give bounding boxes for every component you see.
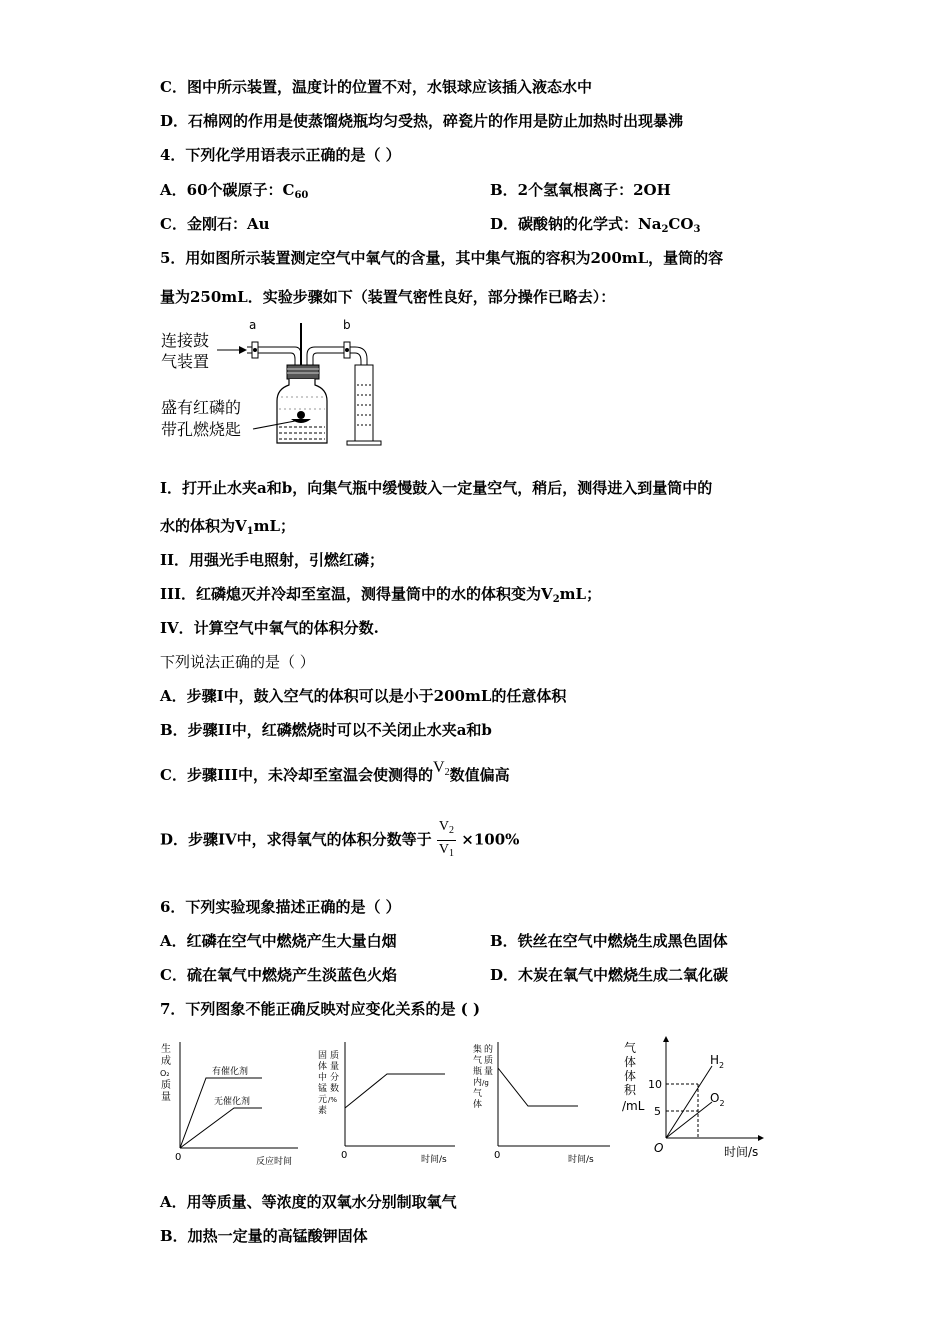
q3-option-d: D．石棉网的作用是使蒸馏烧瓶均匀受热，碎瓷片的作用是防止加热时出现暴沸: [160, 112, 684, 130]
g4-ylabel-char: 积: [624, 1083, 637, 1097]
q5-option-b: B．步骤II中，红磷燃烧时可以不关闭止水夹a和b: [160, 721, 492, 739]
g1-ylabel: [160, 1042, 171, 1103]
g3-ylabel-char: 气: [473, 1056, 483, 1066]
q7-graph-1: [158, 1038, 303, 1168]
q5-ask: 下列说法正确的是（ ）: [160, 653, 315, 671]
q5-apparatus-figure: [155, 315, 395, 450]
g3-ylabel-char: 体: [473, 1100, 483, 1110]
label-connect-2: 气装置: [161, 352, 210, 371]
g4-label-o2: $O_2$: [710, 1091, 725, 1108]
g1-ylabel-char: O₂: [160, 1069, 170, 1078]
g4-line-h2: [666, 1066, 712, 1138]
g3-curve: [498, 1068, 578, 1106]
g3-ylabel-char: /g: [482, 1079, 489, 1087]
g3-ylabel-char: 的: [484, 1045, 494, 1055]
q6-stem: 6．下列实验现象描述正确的是（ ）: [160, 898, 401, 916]
g3-xlabel: 时间/s: [568, 1155, 594, 1165]
label-connect-1: 连接鼓: [161, 331, 210, 350]
g4-xlabel: 时间/s: [724, 1145, 759, 1159]
g3-ylabel-char: 内: [473, 1078, 483, 1088]
g1-ylabel-char: 量: [161, 1092, 171, 1103]
q7-option-a: A．用等质量、等浓度的双氧水分别制取氧气: [160, 1193, 457, 1211]
g2-ylabel: [318, 1049, 339, 1116]
g3-ylabel-char: 集: [473, 1045, 483, 1055]
g4-ylabel: [622, 1040, 645, 1113]
v2-over-v1-fraction: $\frac{V_2}{V_1}$: [438, 819, 455, 859]
g2-ylabel-char: 元: [318, 1095, 328, 1105]
q5-option-a: A．步骤I中，鼓入空气的体积可以是小于200mL的任意体积: [160, 687, 567, 705]
g2-xlabel: 时间/s: [421, 1155, 447, 1165]
q3-option-c: C．图中所示装置，温度计的位置不对，水银球应该插入液态水中: [160, 78, 592, 96]
g2-ylabel-char: 固: [318, 1051, 328, 1061]
g4-ylabel-char: /mL: [622, 1099, 645, 1113]
q6-option-c: C．硫在氧气中燃烧产生淡蓝色火焰: [160, 966, 397, 984]
q5-step1-line2: 水的体积为$V_1mL$；: [160, 517, 296, 537]
g2-ylabel-char: 中: [318, 1073, 328, 1083]
g2-ylabel-char: 锰: [318, 1084, 328, 1094]
g3-ylabel-char: 瓶: [473, 1067, 483, 1077]
q5-stem-line2: 量为250mL．实验步骤如下（装置气密性良好，部分操作已略去）：: [160, 288, 616, 306]
g1-origin: 0: [175, 1152, 182, 1163]
q4-option-d: D．碳酸钠的化学式：$Na_2CO_3$: [490, 215, 701, 235]
g1-ylabel-char: 质: [161, 1080, 171, 1091]
q4-option-b: B．2个氢氧根离子：2OH: [490, 181, 671, 199]
g4-origin: O: [654, 1141, 664, 1155]
g1-label-no-catalyst: 无催化剂: [214, 1097, 251, 1107]
g2-ylabel-char: 数: [330, 1084, 340, 1094]
label-b: b: [343, 318, 351, 332]
g2-curve: [345, 1074, 445, 1108]
g4-tick-5: 5: [654, 1105, 661, 1118]
g3-ylabel-char: 量: [484, 1067, 494, 1077]
q5-step4: IV．计算空气中氧气的体积分数.: [160, 619, 379, 637]
g1-label-catalyst: 有催化剂: [212, 1067, 249, 1077]
q7-graph-2: [315, 1038, 460, 1168]
label-spoon-2: 带孔燃烧匙: [161, 420, 242, 439]
g2-origin: 0: [341, 1150, 348, 1161]
g4-tick-10: 10: [648, 1078, 662, 1091]
q5-step2: II．用强光手电照射，引燃红磷；: [160, 551, 385, 569]
g4-label-h2: $H_2$: [710, 1053, 725, 1070]
q5-step3: III．红磷熄灭并冷却至室温，测得量筒中的水的体积变为$V_2mL$；: [160, 585, 602, 605]
q5-option-d: D．步骤IV中，求得氧气的体积分数等于 $\frac{V_2}{V_1}$ ×100%: [160, 818, 519, 863]
q4-option-c: C．金刚石：Au: [160, 215, 270, 233]
q7-graph-4: [620, 1036, 770, 1166]
q7-stem: 7．下列图象不能正确反映对应变化关系的是 ( ): [160, 1000, 481, 1018]
g2-ylabel-char: 分: [330, 1073, 340, 1083]
g3-ylabel-char: 气: [473, 1089, 483, 1099]
q4-stem: 4．下列化学用语表示正确的是（ ）: [160, 146, 401, 164]
g3-ylabel-char: 质: [484, 1056, 494, 1066]
q7-graph-3: [470, 1038, 615, 1168]
g2-ylabel-char: 量: [330, 1062, 340, 1072]
g4-line-o2: [666, 1102, 712, 1138]
q5-step1-line1: I．打开止水夹a和b，向集气瓶中缓慢鼓入一定量空气，稍后，测得进入到量筒中的: [160, 479, 713, 497]
g1-line-catalyst: [180, 1078, 262, 1148]
g4-ylabel-char: 体: [624, 1069, 637, 1083]
g4-ylabel-char: 体: [624, 1055, 637, 1069]
g2-ylabel-char: /%: [328, 1096, 338, 1104]
q5-option-c: C．步骤III中，未冷却至室温会使测得的$V_2$数值偏高: [160, 759, 510, 784]
g2-ylabel-char: 体: [318, 1062, 328, 1072]
g1-ylabel-char: 生: [161, 1044, 171, 1055]
g2-ylabel-char: 质: [330, 1051, 340, 1061]
label-a: a: [249, 318, 257, 332]
label-spoon-1: 盛有红磷的: [161, 398, 242, 417]
v2-symbol: $V_2$: [433, 759, 450, 778]
q6-option-b: B．铁丝在空气中燃烧生成黑色固体: [490, 932, 728, 950]
g3-ylabel: [473, 1043, 493, 1110]
g4-ylabel-char: 气: [624, 1041, 637, 1055]
g1-xlabel: 反应时间: [256, 1157, 293, 1167]
q7-option-b: B．加热一定量的高锰酸钾固体: [160, 1227, 368, 1245]
g2-ylabel-char: 素: [318, 1106, 328, 1116]
g1-ylabel-char: 成: [161, 1056, 171, 1067]
g3-origin: 0: [494, 1150, 501, 1161]
q6-option-a: A．红磷在空气中燃烧产生大量白烟: [160, 932, 397, 950]
q6-option-d: D．木炭在氧气中燃烧生成二氧化碳: [490, 966, 729, 984]
q5-stem-line1: 5．用如图所示装置测定空气中氧气的含量，其中集气瓶的容积为200mL，量筒的容: [160, 249, 724, 267]
q4-option-a: A．60个碳原子：$C_{60}$: [160, 181, 309, 201]
